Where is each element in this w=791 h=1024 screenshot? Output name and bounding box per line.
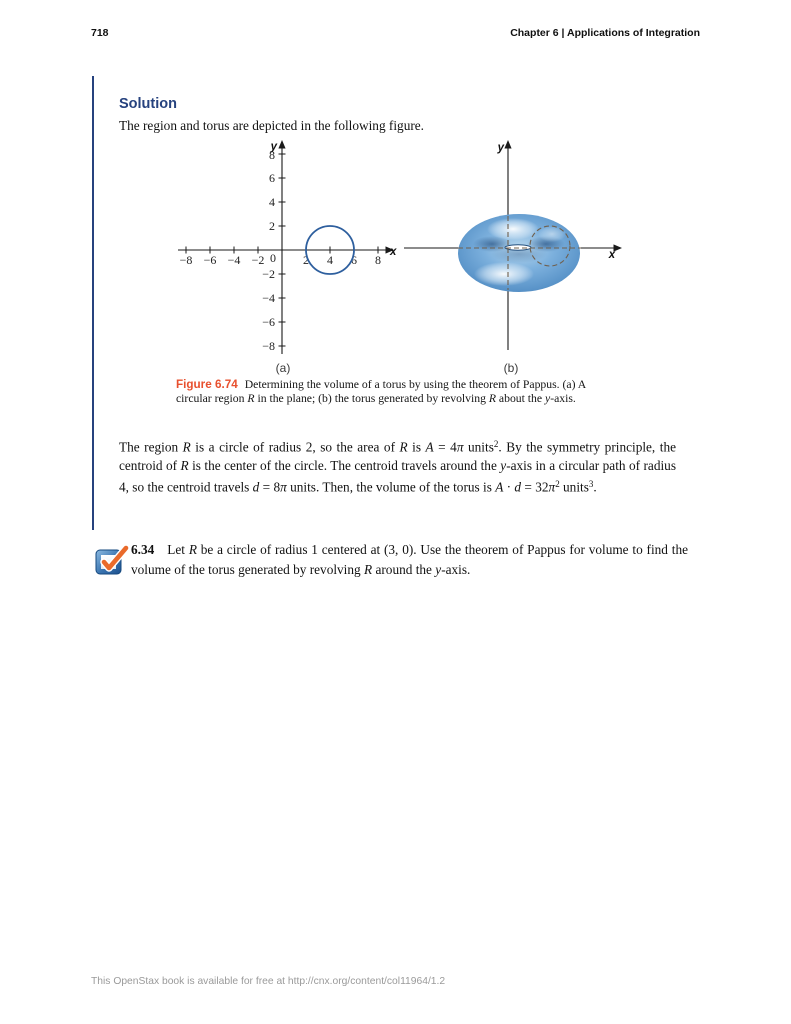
x-axis-label: x <box>608 249 616 261</box>
example-rule <box>92 76 94 530</box>
graph-a-svg <box>170 138 398 362</box>
torus-svg <box>400 138 630 362</box>
figure-sublabel-a: (a) <box>275 361 291 375</box>
origin-label: 0 <box>270 251 276 265</box>
y-axis-label: y <box>270 141 277 153</box>
y-tick-label: 8 <box>269 148 275 162</box>
torus-highlight-right <box>538 226 566 242</box>
y-tick-label: −8 <box>262 339 275 353</box>
checkpoint-text <box>131 540 688 580</box>
x-tick-label: −4 <box>227 253 241 267</box>
solution-paragraph: The region R is a circle of radius 2, so the area of R is A = 4π units$^2$. By the symmetry principle, the centroid of R is the center of the circle. The centroid travels around the y-axis in a circular path of radius 4, so the centroid travels d = 8π units. Then, the volume of the torus is $A \cdot d = 32\pi^2$ units$^3$. <box>119 439 677 495</box>
y-axis-arrow-icon <box>278 140 285 149</box>
x-tick-label: −6 <box>203 253 217 267</box>
x-tick-label: −2 <box>251 253 265 267</box>
x-tick-label: 4 <box>327 253 333 267</box>
x-tick-label: −8 <box>179 253 193 267</box>
figure-sublabel-b: (b) <box>503 361 519 375</box>
figure-caption-text: Determining the volume of a torus by using the theorem of Pappus. (a) A circular region R in the plane; (b) the torus generated by revolving R about the y-axis. <box>176 378 586 405</box>
checkpoint-number: 6.34 <box>131 542 155 557</box>
x-tick-label: 2 <box>303 253 309 267</box>
page-footer: This OpenStax book is available for free at http://cnx.org/content/col11964/1.2 <box>91 976 446 987</box>
y-tick-label: 2 <box>269 219 275 233</box>
y-axis-arrow-icon <box>504 140 511 149</box>
figure-caption <box>176 378 623 406</box>
torus-highlight-top <box>487 218 539 240</box>
y-tick-label: −6 <box>262 315 275 329</box>
x-tick-label: 6 <box>351 253 357 267</box>
x-axis-label: x <box>390 246 397 258</box>
page-number: 718 <box>91 27 109 39</box>
torus-highlight-bottom <box>474 262 534 286</box>
chapter-title: Chapter 6 | Applications of Integration <box>510 27 700 39</box>
solution-intro: The region and torus are depicted in the following figure. <box>119 118 424 133</box>
y-tick-label: 6 <box>269 171 275 185</box>
y-tick-label: −2 <box>262 267 275 281</box>
checkpoint-checkbox-icon <box>93 540 131 578</box>
y-tick-label: −4 <box>262 291 275 305</box>
figure-number: Figure 6.74 <box>176 378 238 391</box>
checkpoint-question: Let R be a circle of radius 1 centered at (3, 0). Use the theorem of Pappus for volume to find the volume of the torus generated by revolving R around the y-axis. <box>131 542 689 577</box>
solution-heading: Solution <box>119 96 177 112</box>
x-tick-label: 8 <box>375 253 381 267</box>
y-axis-label: y <box>497 142 504 154</box>
y-tick-label: 4 <box>269 195 275 209</box>
